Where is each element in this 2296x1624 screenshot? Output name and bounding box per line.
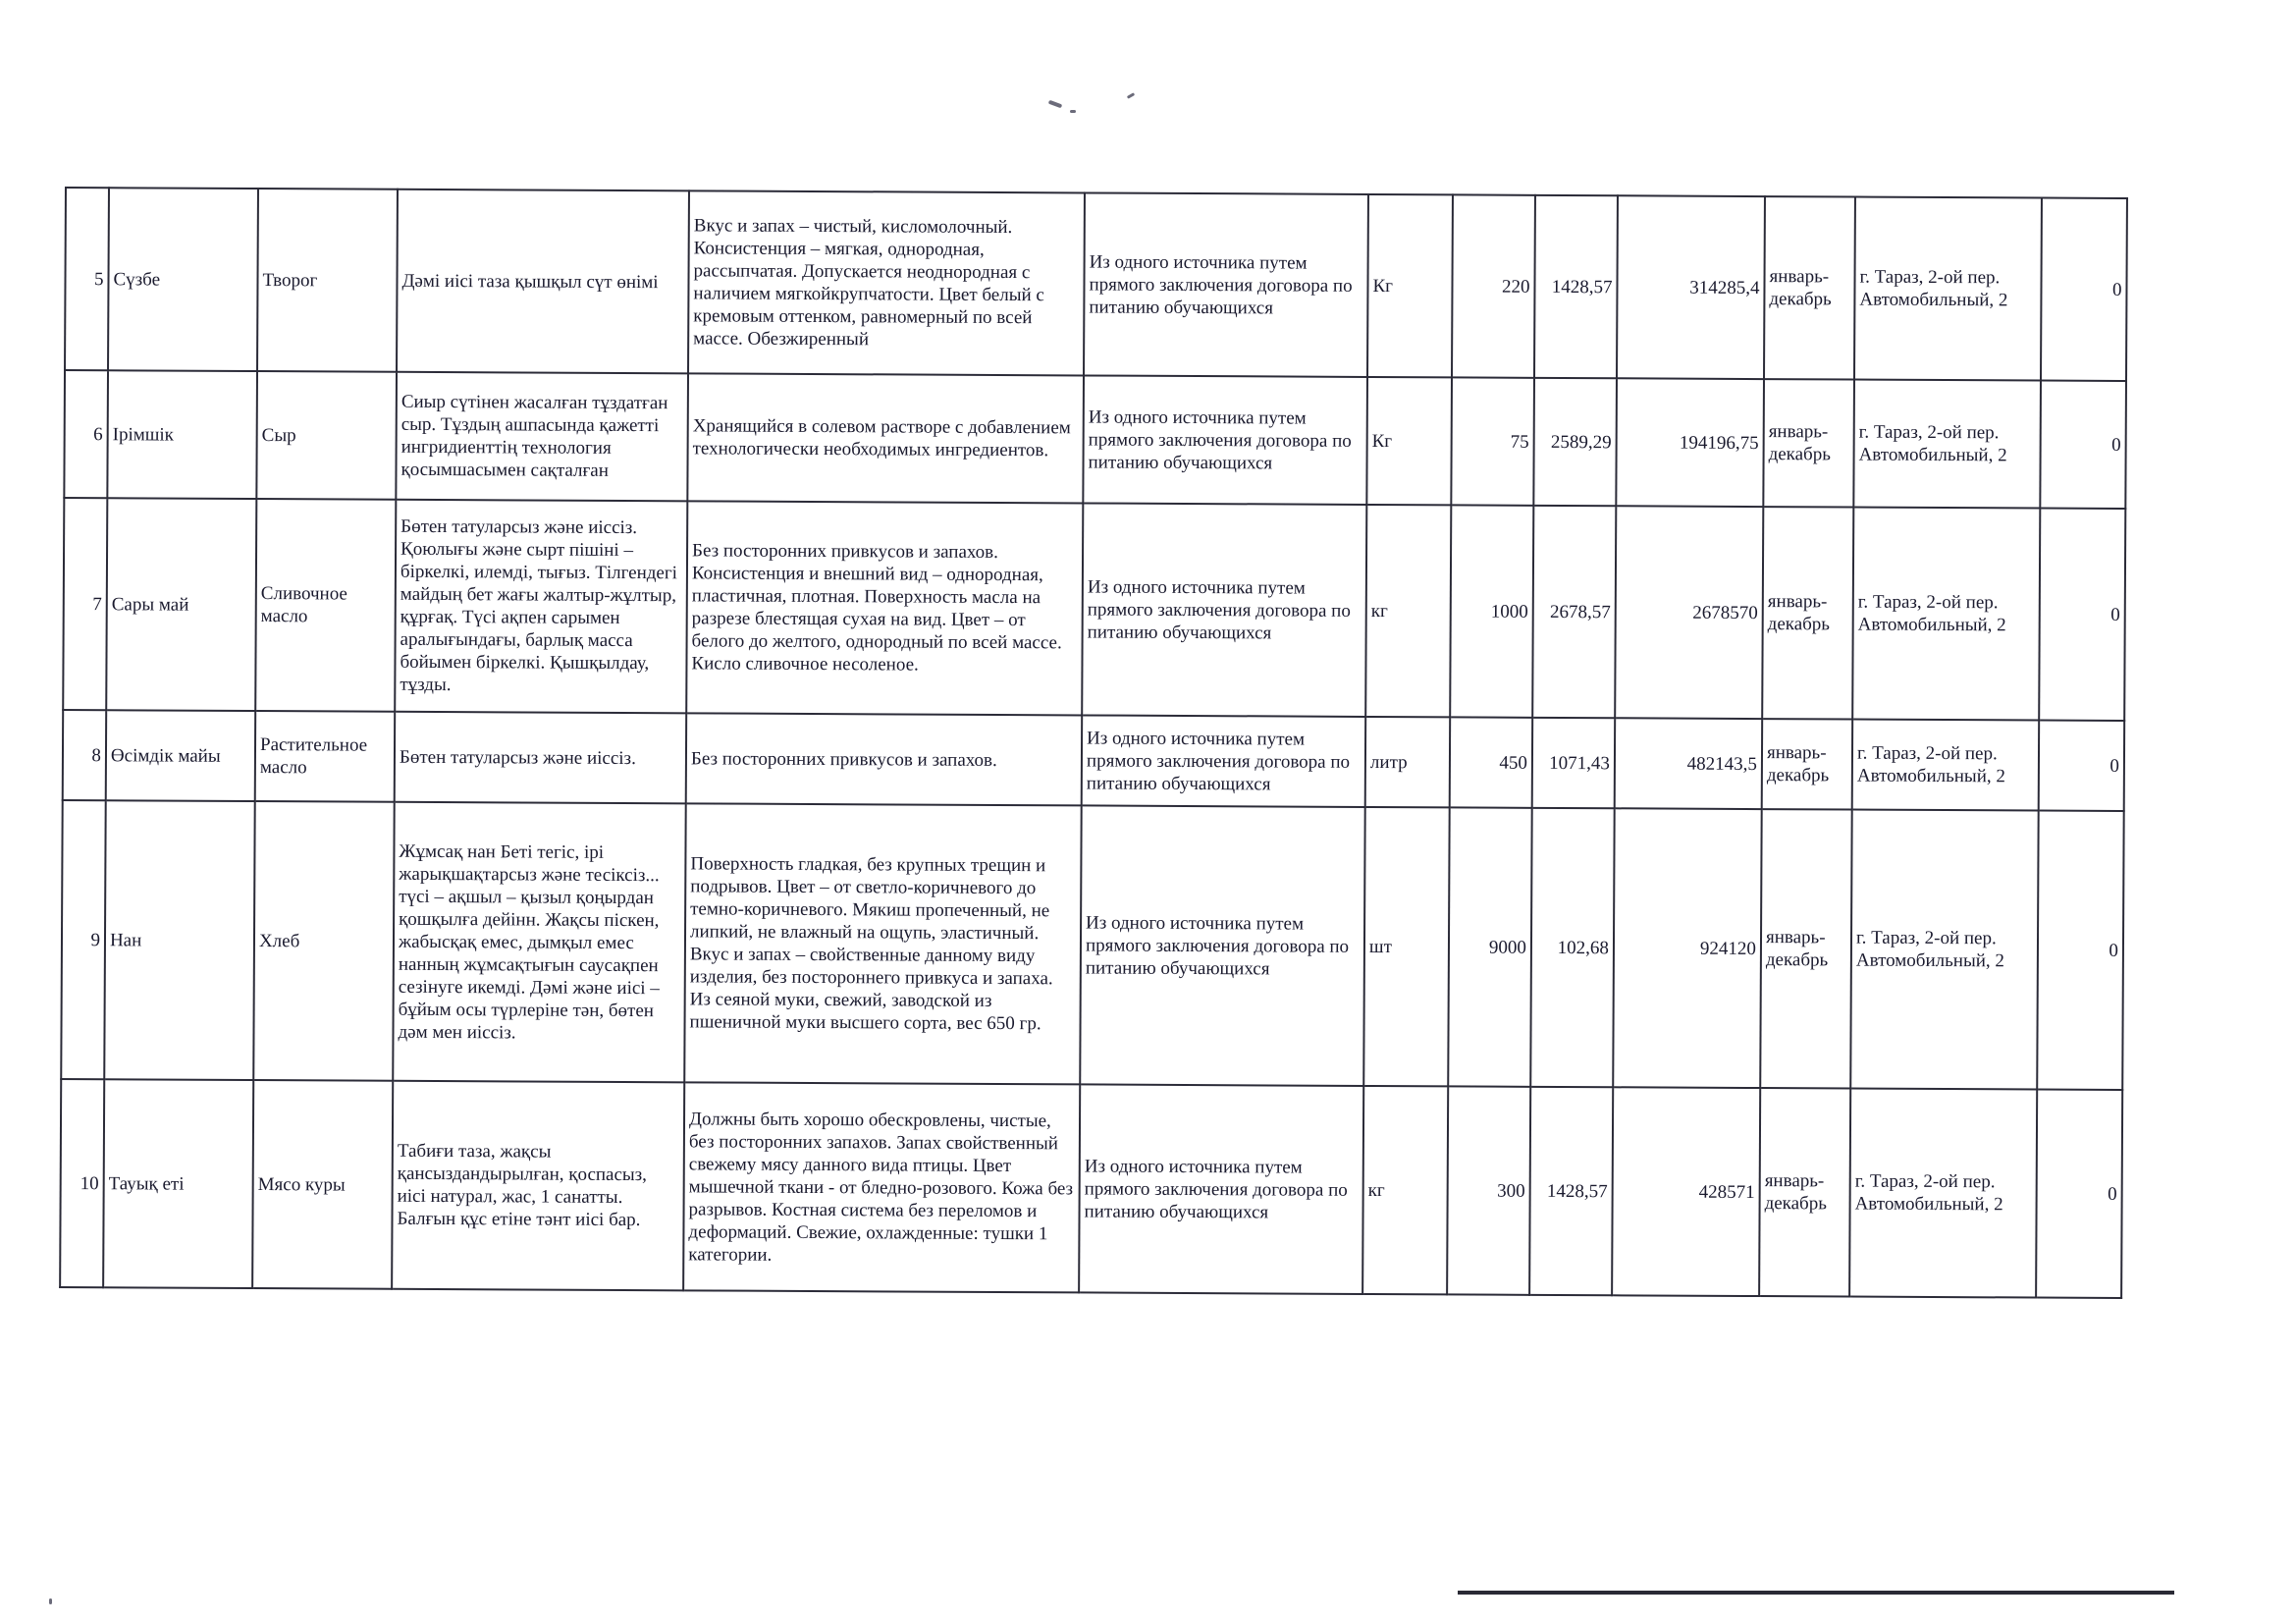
delivery-address: г. Тараз, 2-ой пер. Автомобильный, 2 — [1849, 1089, 2037, 1298]
item-description-ru: Хранящийся в солевом растворе с добавлением технологически необходимых ингредиентов. — [687, 373, 1084, 503]
item-description-ru: Должны быть хорошо обескровлены, чистые, без посторонних запахов. Запах свойственный свежему мясу данного вида птицы. Цвет мышечной ткани - от бледно-розового. Кожа без разрывов. Костная система без переломов и деформаций. Свежие, охлажденные: тушки 1 категории. — [683, 1082, 1080, 1292]
item-name-ru: Сыр — [256, 371, 397, 500]
unit: кг — [1362, 1086, 1448, 1294]
delivery-address: г. Тараз, 2-ой пер. Автомобильный, 2 — [1854, 197, 2042, 381]
scan-speck — [1127, 92, 1135, 99]
table-row — [61, 800, 2123, 1090]
table-row — [63, 498, 2125, 721]
item-description-kz: Дәмі иісі таза қышқыл сүт өнімі — [397, 189, 689, 374]
quantity: 9000 — [1448, 807, 1531, 1086]
item-name-kz: Ірімшік — [107, 370, 257, 499]
procurement-method: Из одного источника путем прямого заключения договора по питанию обучающихся — [1083, 375, 1367, 505]
extra-value: 0 — [2039, 721, 2124, 811]
table-row — [65, 188, 2127, 381]
row-number: 9 — [61, 800, 105, 1079]
row-number: 10 — [60, 1079, 104, 1287]
unit: Кг — [1366, 377, 1452, 505]
delivery-address: г. Тараз, 2-ой пер. Автомобильный, 2 — [1853, 380, 2041, 509]
table-row — [60, 1079, 2122, 1298]
row-number: 7 — [63, 498, 107, 710]
delivery-period: январь-декабрь — [1762, 719, 1852, 809]
item-description-kz: Сиыр сүтінен жасалған тұздатған сыр. Тұздың ашпасында қажетті ингридиенттің технология қосымшасымен сақталған — [396, 372, 688, 502]
delivery-address: г. Тараз, 2-ой пер. Автомобильный, 2 — [1852, 720, 2039, 811]
delivery-period: январь-декабрь — [1759, 1088, 1850, 1296]
unit-price: 1071,43 — [1532, 718, 1615, 808]
scan-speck — [49, 1598, 52, 1604]
item-name-ru: Творог — [257, 189, 398, 372]
unit-price: 2678,57 — [1532, 506, 1616, 718]
delivery-address: г. Тараз, 2-ой пер. Автомобильный, 2 — [1852, 508, 2040, 721]
unit: Кг — [1367, 194, 1453, 377]
item-description-ru: Без посторонних привкусов и запахов. — [686, 713, 1082, 805]
total-sum: 482143,5 — [1615, 718, 1762, 809]
quantity: 220 — [1452, 194, 1535, 377]
total-sum: 924120 — [1613, 808, 1761, 1088]
item-name-kz: Тауық еті — [103, 1079, 253, 1288]
row-number: 8 — [63, 710, 106, 800]
delivery-period: январь-декабрь — [1763, 379, 1854, 507]
quantity: 75 — [1451, 377, 1534, 505]
unit: кг — [1365, 505, 1451, 717]
procurement-method: Из одного источника путем прямого заключения договора по питанию обучающихся — [1082, 715, 1365, 807]
scan-speck — [1048, 100, 1063, 109]
procurement-method: Из одного источника путем прямого заключения договора по питанию обучающихся — [1080, 805, 1364, 1086]
table-row — [63, 710, 2124, 811]
unit-price: 1428,57 — [1534, 195, 1618, 378]
extra-value: 0 — [2037, 811, 2123, 1090]
total-sum: 194196,75 — [1616, 378, 1764, 507]
total-sum: 314285,4 — [1617, 195, 1765, 379]
item-name-kz: Нан — [104, 800, 254, 1080]
delivery-period: январь-декабрь — [1762, 507, 1853, 719]
item-name-ru: Растительное масло — [255, 711, 395, 802]
unit-price: 2589,29 — [1533, 378, 1617, 506]
procurement-method: Из одного источника путем прямого заключения договора по питанию обучающихся — [1079, 1084, 1363, 1294]
row-number: 6 — [64, 370, 108, 498]
procurement-method: Из одного источника путем прямого заключения договора по питанию обучающихся — [1082, 503, 1366, 717]
item-description-kz: Табиғи таза, жақсы қансыздандырылған, қоспасыз, иісі натурал, жас, 1 санатты. Балғын құс етіне тәнт иісі бар. — [392, 1081, 684, 1291]
quantity: 1000 — [1450, 505, 1533, 717]
procurement-table — [59, 187, 2128, 1299]
scan-speck — [1070, 110, 1076, 113]
extra-value: 0 — [2041, 198, 2127, 381]
quantity: 300 — [1447, 1086, 1530, 1294]
delivery-address: г. Тараз, 2-ой пер. Автомобильный, 2 — [1850, 810, 2038, 1090]
item-description-ru: Поверхность гладкая, без крупных трещин и подрывов. Цвет – от светло-коричневого до темно-коричневого. Мякиш пропеченный, не липкий, не влажный на ощупь, эластичный. Вкус и запах – свойственные данному виду изделия, без постороннего привкуса и запаха. Из сеяной муки, свежий, заводской из пшеничной муки высшего сорта, вес 650 гр. — [684, 803, 1081, 1084]
item-name-ru: Мясо куры — [252, 1080, 393, 1289]
item-name-ru: Сливочное масло — [255, 499, 396, 712]
row-number: 5 — [65, 188, 109, 370]
unit: литр — [1365, 717, 1450, 807]
item-description-kz: Жұмсақ нан Беті тегіс, ірі жарықшақтарсыз және тесіксіз... түсі – ақшыл – қызыл қоңырдан қошқылға дейінн. Жақсы піскен, жабысқақ емес, дымқыл емес нанның жұмсақтығын саусақпен сезінуге икемді. Дәмі және иісі – бұйым осы түрлеріне тән, бөтен дәм мен иіссіз. — [393, 802, 685, 1083]
total-sum: 428571 — [1612, 1087, 1760, 1296]
item-description-kz: Бөтен татуларсыз және иіссіз. Қоюлығы және сырт пішіні – біркелкі, илемді, тығыз. Тілгендегі майдың бет жағы жалтыр-жұлтыр, құрғақ. Түсі ақпен сарымен аралығындағы, барлық масса бойымен біркелкі. Қышқылдау, тұзды. — [395, 500, 687, 714]
item-name-kz: Сары май — [106, 498, 256, 711]
extra-value: 0 — [2039, 509, 2125, 721]
procurement-method: Из одного источника путем прямого заключения договора по питанию обучающихся — [1084, 192, 1368, 377]
total-sum: 2678570 — [1615, 506, 1763, 719]
item-name-kz: Өсімдік майы — [106, 710, 255, 801]
extra-value: 0 — [2036, 1090, 2122, 1298]
item-name-ru: Хлеб — [253, 801, 394, 1081]
item-description-ru: Без посторонних привкусов и запахов. Консистенция и внешний вид – однородная, пластичная, плотная. Поверхность масла на разрезе блестящая сухая на вид. Цвет – от белого до желтого, однородный по всей массе. Кисло сливочное несоленое. — [686, 501, 1083, 715]
scan-edge-line — [1458, 1591, 2174, 1595]
item-description-ru: Вкус и запах – чистый, кисломолочный. Консистенция – мягкая, однородная, рассыпчатая. Допускается неоднородная с наличием мягкойкрупчатости. Цвет белый с кремовым оттенком, равномерный по всей массе. Обезжиренный — [688, 190, 1085, 375]
delivery-period: январь-декабрь — [1760, 809, 1851, 1088]
unit: шт — [1363, 807, 1449, 1086]
table-row — [64, 370, 2126, 509]
quantity: 450 — [1450, 717, 1532, 807]
item-description-kz: Бөтен татуларсыз және иіссіз. — [395, 712, 686, 804]
item-name-kz: Сүзбе — [108, 188, 258, 371]
unit-price: 1428,57 — [1529, 1087, 1613, 1295]
unit-price: 102,68 — [1530, 808, 1614, 1087]
delivery-period: январь-декабрь — [1764, 196, 1855, 379]
extra-value: 0 — [2040, 381, 2126, 509]
